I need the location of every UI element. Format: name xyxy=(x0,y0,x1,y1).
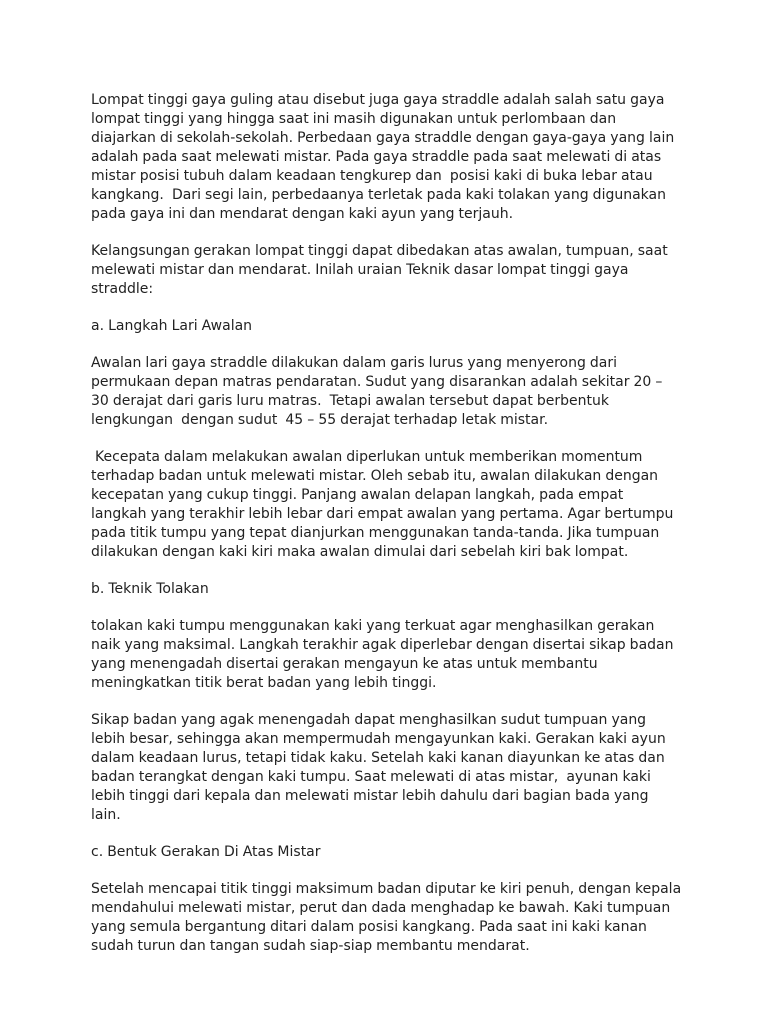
text-line: Kelangsungan gerakan lompat tinggi dapat dibedakan atas awalan, tumpuan, saat xyxy=(91,243,668,259)
text-line: straddle: xyxy=(91,281,154,297)
paragraph-sikap-badan xyxy=(91,711,668,825)
text-line: adalah pada saat melewati mistar. Pada gaya straddle pada saat melewati di atas xyxy=(91,149,662,165)
paragraph-awalan xyxy=(91,354,668,430)
text-line: lebih tinggi dari kepala dan melewati mistar lebih dahulu dari bagian bada yang xyxy=(91,788,649,804)
text-line: permukaan depan matras pendaratan. Sudut yang disarankan adalah sekitar 20 – xyxy=(91,374,663,390)
text-line: lain. xyxy=(91,807,121,823)
text-line: sudah turun dan tangan sudah siap-siap membantu mendarat. xyxy=(91,938,530,954)
text-line: kangkang. Dari segi lain, perbedaanya terletak pada kaki tolakan yang digunakan xyxy=(91,187,666,203)
section-heading-bentuk-gerakan xyxy=(91,843,668,862)
text-line: dilakukan dengan kaki kiri maka awalan dimulai dari sebelah kiri bak lompat. xyxy=(91,544,629,560)
text-line: lompat tinggi yang hingga saat ini masih digunakan untuk perlombaan dan xyxy=(91,111,617,127)
paragraph-overview xyxy=(91,242,668,299)
text-line: dalam keadaan lurus, tetapi tidak kaku. Setelah kaki kanan diayunkan ke atas dan xyxy=(91,750,665,766)
text-line: langkah yang terakhir lebih lebar dari empat awalan yang pertama. Agar bertumpu xyxy=(91,506,674,522)
paragraph-tolakan xyxy=(91,617,674,693)
text-line: naik yang maksimal. Langkah terakhir agak diperlebar dengan disertai sikap badan xyxy=(91,637,674,653)
paragraph-intro xyxy=(91,91,675,224)
paragraph-gerakan-di-atas-mistar xyxy=(91,880,682,956)
text-line: kecepatan yang cukup tinggi. Panjang awalan delapan langkah, pada empat xyxy=(91,487,624,503)
text-line: yang menengadah disertai gerakan mengayun ke atas untuk membantu xyxy=(91,656,598,672)
text-line: mistar posisi tubuh dalam keadaan tengkurep dan posisi kaki di buka lebar atau xyxy=(91,168,653,184)
text-line: Lompat tinggi gaya guling atau disebut juga gaya straddle adalah salah satu gaya xyxy=(91,92,665,108)
section-heading-langkah-lari-awalan xyxy=(91,317,668,336)
text-line: Awalan lari gaya straddle dilakukan dalam garis lurus yang menyerong dari xyxy=(91,355,618,371)
heading-line: a. Langkah Lari Awalan xyxy=(91,318,253,334)
text-line: 30 derajat dari garis luru matras. Tetapi awalan tersebut dapat berbentuk xyxy=(91,393,609,409)
text-line: Kecepata dalam melakukan awalan diperlukan untuk memberikan momentum xyxy=(91,449,643,465)
text-line: terhadap badan untuk melewati mistar. Oleh sebab itu, awalan dilakukan dengan xyxy=(91,468,659,484)
text-line: Sikap badan yang agak menengadah dapat menghasilkan sudut tumpuan yang xyxy=(91,712,647,728)
text-line: meningkatkan titik berat badan yang lebih tinggi. xyxy=(91,675,437,691)
text-line: lebih besar, sehingga akan mempermudah mengayunkan kaki. Gerakan kaki ayun xyxy=(91,731,666,747)
text-line: melewati mistar dan mendarat. Inilah uraian Teknik dasar lompat tinggi gaya xyxy=(91,262,629,278)
section-heading-teknik-tolakan xyxy=(91,580,668,599)
text-line: lengkungan dengan sudut 45 – 55 derajat terhadap letak mistar. xyxy=(91,412,549,428)
heading-line: c. Bentuk Gerakan Di Atas Mistar xyxy=(91,844,321,860)
text-line: pada titik tumpu yang tepat dianjurkan menggunakan tanda-tanda. Jika tumpuan xyxy=(91,525,660,541)
text-line: Setelah mencapai titik tinggi maksimum badan diputar ke kiri penuh, dengan kepala xyxy=(91,881,682,897)
text-line: mendahului melewati mistar, perut dan dada menghadap ke bawah. Kaki tumpuan xyxy=(91,900,671,916)
paragraph-kecepatan xyxy=(91,448,674,562)
text-line: badan terangkat dengan kaki tumpu. Saat melewati di atas mistar, ayunan kaki xyxy=(91,769,651,785)
text-line: diajarkan di sekolah-sekolah. Perbedaan gaya straddle dengan gaya-gaya yang lain xyxy=(91,130,675,146)
text-line: yang semula bergantung ditari dalam posisi kangkang. Pada saat ini kaki kanan xyxy=(91,919,647,935)
text-line: tolakan kaki tumpu menggunakan kaki yang terkuat agar menghasilkan gerakan xyxy=(91,618,655,634)
text-line: pada gaya ini dan mendarat dengan kaki ayun yang terjauh. xyxy=(91,206,514,222)
heading-line: b. Teknik Tolakan xyxy=(91,581,209,597)
